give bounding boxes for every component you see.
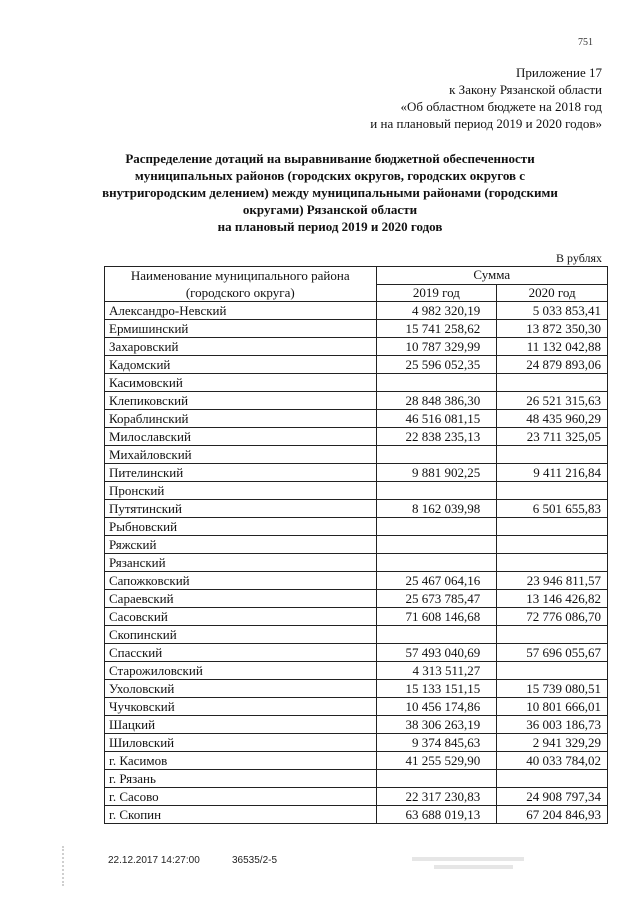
table-row: [105, 464, 608, 482]
table-row: [105, 752, 608, 770]
table-row: [105, 680, 608, 698]
row-name: Михайловский: [105, 446, 377, 464]
row-value-2020: 26 521 315,63: [497, 392, 608, 410]
header-name-line: Наименование муниципального района: [130, 268, 350, 283]
row-value-2019: 10 456 174,86: [376, 698, 497, 716]
table-row: [105, 482, 608, 500]
row-name: г. Рязань: [105, 770, 377, 788]
row-value-2019: 28 848 386,30: [376, 392, 497, 410]
row-name: Сараевский: [105, 590, 377, 608]
row-value-2020: 13 146 426,82: [497, 590, 608, 608]
row-name: Кадомский: [105, 356, 377, 374]
row-value-2020: 23 946 811,57: [497, 572, 608, 590]
row-value-2020: 5 033 853,41: [497, 302, 608, 320]
row-value-2020: 67 204 846,93: [497, 806, 608, 824]
table-row: [105, 428, 608, 446]
row-name: Александро-Невский: [105, 302, 377, 320]
row-name: Шиловский: [105, 734, 377, 752]
row-value-2020: 9 411 216,84: [497, 464, 608, 482]
scan-artifact: [62, 846, 78, 886]
row-value-2020: 15 739 080,51: [497, 680, 608, 698]
row-value-2020: 72 776 086,70: [497, 608, 608, 626]
table-row: [105, 626, 608, 644]
row-value-2019: 22 317 230,83: [376, 788, 497, 806]
unit-note: В рублях: [556, 251, 603, 265]
row-value-2019: 22 838 235,13: [376, 428, 497, 446]
row-value-2020: 40 033 784,02: [497, 752, 608, 770]
row-name: Пронский: [105, 482, 377, 500]
row-name: г. Скопин: [105, 806, 377, 824]
header-name-line: (городского округа): [185, 285, 295, 300]
row-value-2020: [497, 770, 608, 788]
row-value-2019: [376, 626, 497, 644]
row-value-2020: 48 435 960,29: [497, 410, 608, 428]
row-value-2020: [497, 554, 608, 572]
row-name: Ряжский: [105, 536, 377, 554]
row-name: Пителинский: [105, 464, 377, 482]
row-value-2020: [497, 536, 608, 554]
appendix-line: «Об областном бюджете на 2018 год: [400, 99, 602, 114]
table-row: [105, 590, 608, 608]
table-body: [105, 302, 608, 824]
table-row: [105, 302, 608, 320]
table-row: [105, 554, 608, 572]
row-value-2019: 8 162 039,98: [376, 500, 497, 518]
row-value-2020: [497, 626, 608, 644]
table-row: [105, 698, 608, 716]
row-value-2019: 4 982 320,19: [376, 302, 497, 320]
row-value-2019: 25 596 052,35: [376, 356, 497, 374]
header-year-2020: 2020 год: [497, 284, 608, 302]
row-value-2020: 13 872 350,30: [497, 320, 608, 338]
row-name: Рязанский: [105, 554, 377, 572]
row-value-2020: 2 941 329,29: [497, 734, 608, 752]
subsidy-table: [104, 266, 608, 824]
appendix-line: Приложение 17: [515, 65, 602, 80]
row-value-2020: [497, 446, 608, 464]
table-row: [105, 734, 608, 752]
table-row: [105, 410, 608, 428]
row-name: Клепиковский: [105, 392, 377, 410]
header-name: [105, 267, 377, 302]
faded-stamp: [412, 853, 524, 879]
table-row: [105, 608, 608, 626]
row-value-2019: 4 313 511,27: [376, 662, 497, 680]
table-row: [105, 392, 608, 410]
row-value-2019: [376, 446, 497, 464]
row-value-2019: 25 467 064,16: [376, 572, 497, 590]
title-line: округами) Рязанской области: [242, 202, 418, 217]
row-value-2019: 38 306 263,19: [376, 716, 497, 734]
row-name: Рыбновский: [105, 518, 377, 536]
table-header-row: [105, 267, 608, 285]
row-value-2019: [376, 554, 497, 572]
row-value-2020: [497, 374, 608, 392]
row-value-2019: 46 516 081,15: [376, 410, 497, 428]
row-name: Скопинский: [105, 626, 377, 644]
row-name: Шацкий: [105, 716, 377, 734]
row-name: г. Касимов: [105, 752, 377, 770]
table-row: [105, 356, 608, 374]
row-value-2019: [376, 536, 497, 554]
row-value-2020: 23 711 325,05: [497, 428, 608, 446]
table-row: [105, 374, 608, 392]
row-value-2019: 10 787 329,99: [376, 338, 497, 356]
row-name: г. Сасово: [105, 788, 377, 806]
row-value-2020: 24 879 893,06: [497, 356, 608, 374]
row-name: Ухоловский: [105, 680, 377, 698]
row-name: Ермишинский: [105, 320, 377, 338]
title-line: на плановый период 2019 и 2020 годов: [217, 219, 443, 234]
row-value-2019: 15 741 258,62: [376, 320, 497, 338]
footer-datetime: 22.12.2017 14:27:00: [108, 855, 200, 866]
row-name: Спасский: [105, 644, 377, 662]
table-row: [105, 662, 608, 680]
table-row: [105, 338, 608, 356]
row-value-2020: [497, 518, 608, 536]
table-row: [105, 788, 608, 806]
row-value-2020: [497, 482, 608, 500]
header-year-2019: 2019 год: [376, 284, 497, 302]
table-row: [105, 770, 608, 788]
row-value-2020: 10 801 666,01: [497, 698, 608, 716]
table-row: [105, 500, 608, 518]
row-value-2020: 24 908 797,34: [497, 788, 608, 806]
title-line: Распределение дотаций на выравнивание бюджетной обеспеченности: [125, 151, 535, 166]
row-value-2019: [376, 374, 497, 392]
row-name: Чучковский: [105, 698, 377, 716]
row-value-2019: [376, 518, 497, 536]
table-row: [105, 320, 608, 338]
row-value-2020: 11 132 042,88: [497, 338, 608, 356]
title-line: муниципальных районов (городских округов, городских округов с: [134, 168, 526, 183]
table-row: [105, 716, 608, 734]
row-name: Сапожковский: [105, 572, 377, 590]
footer-doc-code: 36535/2-5: [232, 855, 278, 866]
table-row: [105, 518, 608, 536]
row-value-2019: [376, 770, 497, 788]
row-name: Касимовский: [105, 374, 377, 392]
row-name: Путятинский: [105, 500, 377, 518]
table-row: [105, 536, 608, 554]
row-name: Сасовский: [105, 608, 377, 626]
row-value-2019: [376, 482, 497, 500]
table-row: [105, 644, 608, 662]
row-name: Захаровский: [105, 338, 377, 356]
row-value-2019: 25 673 785,47: [376, 590, 497, 608]
table-row: [105, 806, 608, 824]
row-value-2019: 71 608 146,68: [376, 608, 497, 626]
row-value-2020: [497, 662, 608, 680]
page-number: 751: [578, 37, 593, 48]
table-row: [105, 446, 608, 464]
header-sum: Сумма: [376, 267, 607, 285]
table-row: [105, 572, 608, 590]
row-value-2019: 15 133 151,15: [376, 680, 497, 698]
title-line: внутригородским делением) между муниципальными районами (городскими: [102, 185, 558, 200]
row-name: Старожиловский: [105, 662, 377, 680]
appendix-block: [272, 64, 602, 132]
row-value-2019: 41 255 529,90: [376, 752, 497, 770]
appendix-line: к Закону Рязанской области: [449, 82, 602, 97]
row-value-2019: 63 688 019,13: [376, 806, 497, 824]
row-value-2020: 57 696 055,67: [497, 644, 608, 662]
row-value-2019: 57 493 040,69: [376, 644, 497, 662]
row-value-2019: 9 374 845,63: [376, 734, 497, 752]
row-value-2019: 9 881 902,25: [376, 464, 497, 482]
row-name: Кораблинский: [105, 410, 377, 428]
document-title: [60, 150, 600, 235]
row-value-2020: 36 003 186,73: [497, 716, 608, 734]
row-name: Милославский: [105, 428, 377, 446]
appendix-line: и на плановый период 2019 и 2020 годов»: [370, 116, 602, 131]
row-value-2020: 6 501 655,83: [497, 500, 608, 518]
